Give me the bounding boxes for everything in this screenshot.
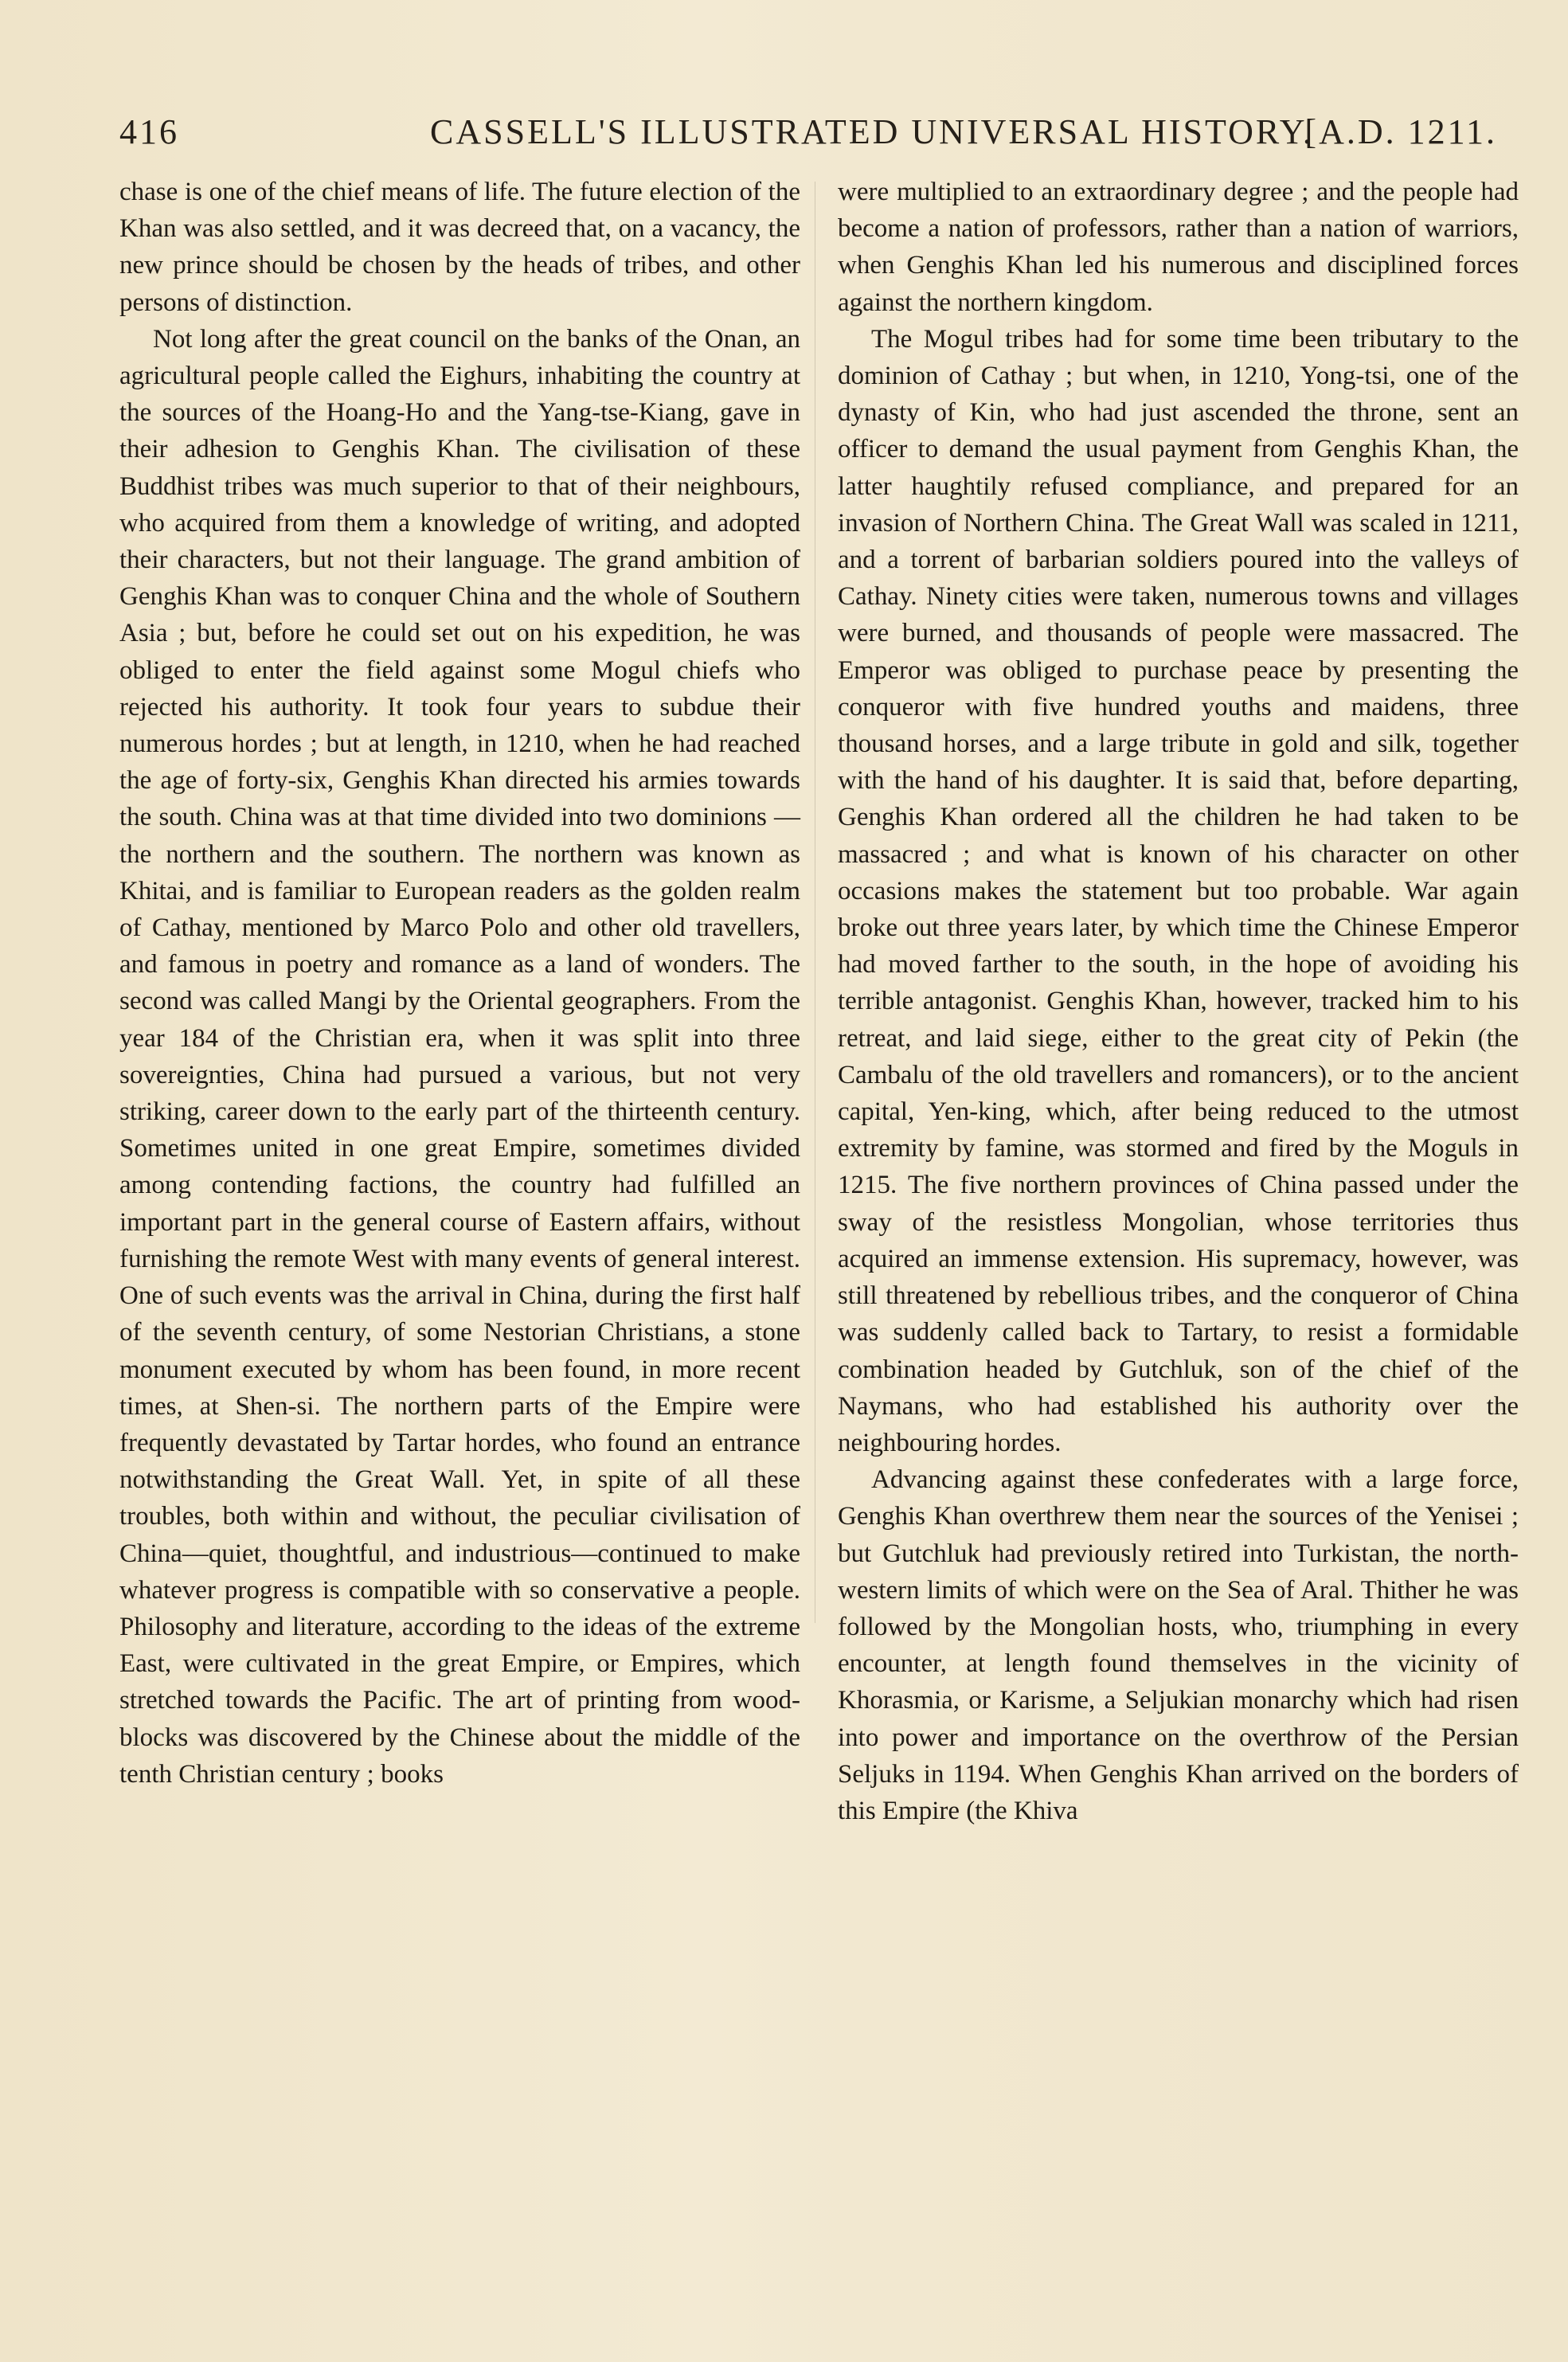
book-title: CASSELL'S ILLUSTRATED UNIVERSAL HISTORY.: [430, 112, 1314, 151]
paragraph: The Mogul tribes had for some time been tributary to the dominion of Cathay ; but when, in 1210, Yong-tsi, one of the dynasty of Kin, who had just ascended the throne, sent an officer to demand the usual payment from Genghis Khan, the latter haughtily refused compliance, and prepared for an invasion of Northern China. The Great Wall was scaled in 1211, and a torrent of barbarian soldiers poured into the valleys of Cathay. Ninety cities were taken, numerous towns and villages were burned, and thousands of people were massacred. The Emperor was obliged to purchase peace by presenting the conqueror with five hundred youths and maidens, three thousand horses, and a large tribute in gold and silk, together with the hand of his daughter. It is said that, before departing, Genghis Khan ordered all the children he had taken to be massacred ; and what is known of his character on other occasions makes the statement but too probable. War again broke out three years later, by which time the Chinese Emperor had moved farther to the south, in the hope of avoiding his terrible antagonist. Genghis Khan, however, tracked him to his retreat, and laid siege, either to the great city of Pekin (the Cambalu of the old travellers and romancers), or to the ancient capital, Yen-king, which, after being reduced to the utmost extremity by famine, was stormed and fired by the Moguls in 1215. The five northern provinces of China passed under the sway of the resistless Mongolian, whose territories thus acquired an immense extension. His supremacy, however, was still threatened by rebellious tribes, and the conqueror of China was suddenly called back to Tartary, to resist a formidable combination headed by Gutchluk, son of the chief of the Naymans, who had established his authority over the neighbouring hordes.: [838, 324, 1519, 1457]
right-column: [838, 174, 1519, 1829]
running-head: [119, 111, 1497, 150]
paragraph: Not long after the great council on the banks of the Onan, an agricultural people called the Eighurs, inhabiting the country at the sources of the Hoang-Ho and the Yang-tse-Kiang, gave in their adhesion to Genghis Khan. The civilisation of these Buddhist tribes was much superior to that of their neighbours, who acquired from them a knowledge of writing, and adopted their characters, but not their language. The grand ambition of Genghis Khan was to conquer China and the whole of Southern Asia ; but, before he could set out on his expedition, he was obliged to enter the field against some Mogul chiefs who rejected his authority. It took four years to subdue their numerous hordes ; but at length, in 1210, when he had reached the age of forty-six, Genghis Khan directed his armies towards the south. China was at that time divided into two dominions — the northern and the southern. The northern was known as Khitai, and is familiar to European readers as the golden realm of Cathay, mentioned by Marco Polo and other old travellers, and famous in poetry and romance as a land of wonders. The second was called Mangi by the Oriental geographers. From the year 184 of the Christian era, when it was split into three sovereignties, China had pursued a various, but not very striking, career down to the early part of the thirteenth century. Sometimes united in one great Empire, sometimes divided among contending factions, the country had fulfilled an important part in the general course of Eastern affairs, without furnishing the remote West with many events of general interest. One of such events was the arrival in China, during the first half of the seventh century, of some Nestorian Christians, a stone monument executed by whom has been found, in more recent times, at Shen-si. The northern parts of the Empire were frequently devastated by Tartar hordes, who found an entrance notwithstanding the Great Wall. Yet, in spite of all these troubles, both within and without, the peculiar civilisation of China—quiet, thoughtful, and industrious—continued to make whatever progress is compatible with so conservative a people. Philosophy and literature, according to the ideas of the extreme East, were cultivated in the great Empire, or Empires, which stretched towards the Pacific. The art of printing from wood-blocks was discovered by the Chinese about the middle of the tenth Christian century ; books: [119, 324, 800, 1789]
page-number: 416: [119, 112, 179, 151]
paragraph: chase is one of the chief means of life. The future election of the Khan was also settled, and it was decreed that, on a vacancy, the new prince should be chosen by the heads of tribes, and other persons of distinction.: [119, 178, 800, 317]
paragraph: were multiplied to an extraordinary degree ; and the people had become a nation of professors, rather than a nation of warriors, when Genghis Khan led his numerous and disciplined forces against the northern kingdom.: [838, 178, 1519, 317]
left-column: [119, 174, 800, 1793]
date-reference: [A.D. 1211.: [1304, 112, 1497, 151]
paragraph: Advancing against these confederates with a large force, Genghis Khan overthrew them near the sources of the Yenisei ; but Gutchluk had previously retired into Turkistan, the north-western limits of which were on the Sea of Aral. Thither he was followed by the Mongolian hosts, who, triumphing in every encounter, at length found themselves in the vicinity of Khorasmia, or Karisme, a Seljukian monarchy which had risen into power and importance on the overthrow of the Persian Seljuks in 1194. When Genghis Khan arrived on the borders of this Empire (the Khiva: [838, 1465, 1519, 1825]
